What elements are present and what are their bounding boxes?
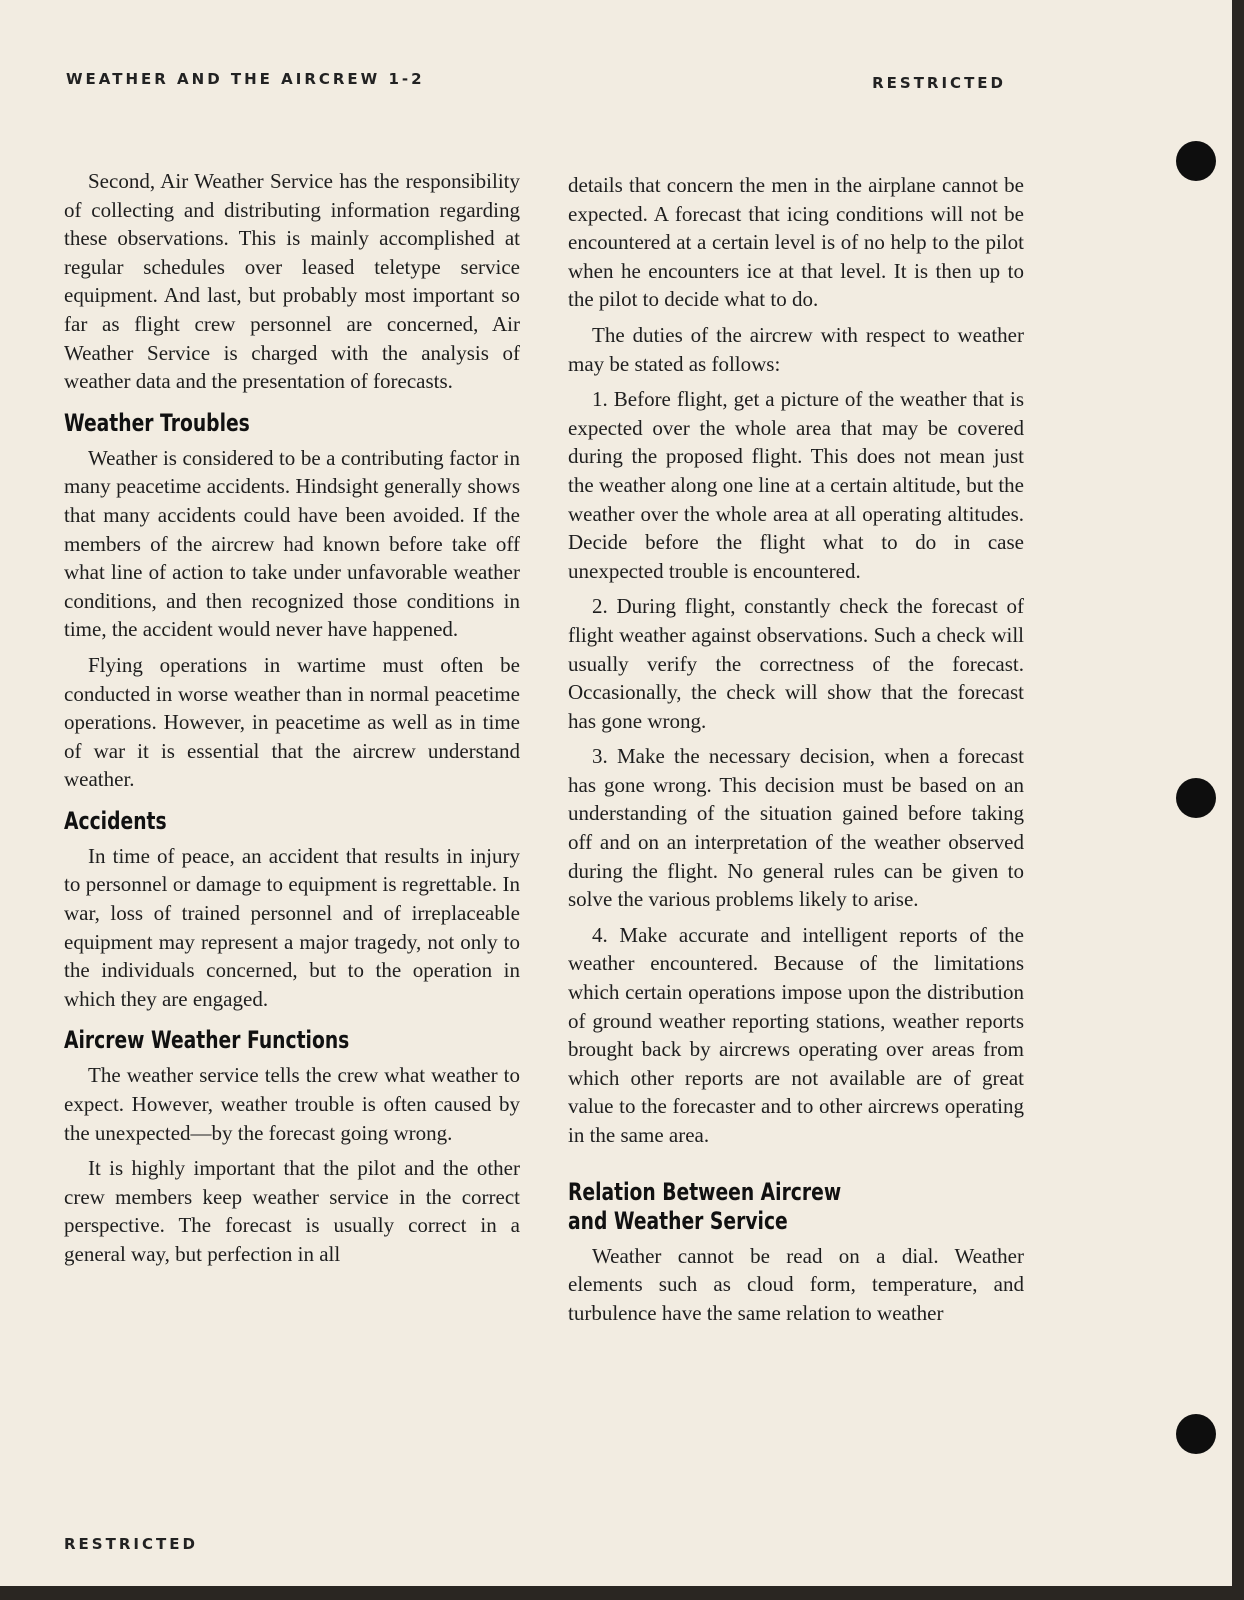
- binder-hole-middle: [1176, 778, 1216, 818]
- paragraph: The weather service tells the crew what weather to expect. However, weather trouble is often caused by the unexpected—by the forecast going wrong.: [64, 1063, 520, 1145]
- paragraph: It is highly important that the pilot and the other crew members keep weather service in the correct perspective. The forecast is usually correct in a general way, but perfection in all: [64, 1156, 520, 1266]
- binder-hole-top: [1176, 141, 1216, 181]
- paragraph: Weather is considered to be a contributing factor in many peacetime accidents. Hindsight generally shows that many accidents could have been avoided. If the members of the aircrew had known before take off what line of action to take under unfavorable weather conditions, and then recognized those conditions in time, the accident would never have happened.: [64, 445, 520, 642]
- paragraph: Second, Air Weather Service has the responsibility of collecting and distributing information regarding these observations. This is mainly accomplished at regular schedules over leased teletype service equipment. And last, but probably most important so far as flight crew personnel are concerned, Air Weather Service is charged with the analysis of weather data and the presentation of forecasts.: [64, 169, 520, 394]
- binder-hole-bottom: [1176, 1414, 1216, 1454]
- section-heading-relation: [568, 1178, 924, 1236]
- running-head-title: WEATHER AND THE AIRCREW 1-2: [66, 70, 425, 88]
- list-item-duty-3: 3. Make the necessary decision, when a forecast has gone wrong. This decision must be based on an understanding of the situation gained before taking off and on an interpretation of the weather observed during the flight. No general rules can be given to solve the various problems likely to arise.: [568, 744, 1024, 912]
- paragraph-continued: details that concern the men in the airplane cannot be expected. A forecast that icing conditions will not be encountered at a certain level is of no help to the pilot when he encounters ice at that level. It is then up to the pilot to decide what to do.: [568, 173, 1024, 312]
- paragraph: The duties of the aircrew with respect to weather may be stated as follows:: [568, 322, 1024, 376]
- section-heading-line: Relation Between Aircrew: [568, 1177, 842, 1206]
- list-item-duty-4: 4. Make accurate and intelligent reports of the weather encountered. Because of the limitations which certain operations impose upon the distribution of ground weather reporting stations, weather reports brought back by aircrews operating over areas from which other reports are not available are of great value to the forecaster and to other aircrews operating in the same area.: [568, 922, 1024, 1147]
- list-item-duty-1: 1. Before flight, get a picture of the weather that is expected over the whole area that may be covered during the proposed flight. This does not mean just the weather along one line at a certain altitude, but the weather over the whole area at all operating altitudes. Decide before the flight what to do in case unexpected trouble is encountered.: [568, 387, 1024, 583]
- paragraph: Flying operations in wartime must often be conducted in worse weather than in normal peacetime operations. However, in peacetime as well as in time of war it is essential that the aircrew understand weather.: [64, 652, 520, 792]
- section-heading-line: and Weather Service: [568, 1206, 788, 1235]
- running-head-classification: RESTRICTED: [872, 74, 1006, 92]
- left-column: [64, 167, 520, 1276]
- section-heading-accidents: Accidents: [64, 806, 167, 835]
- running-foot-classification: RESTRICTED: [64, 1535, 198, 1553]
- paragraph: Weather cannot be read on a dial. Weather elements such as cloud form, temperature, and turbulence have the same relation to weather: [568, 1243, 1024, 1325]
- right-column: [568, 171, 1024, 1334]
- list-item-duty-2: 2. During flight, constantly check the forecast of flight weather against observations. Such a check will usually verify the correctness of the forecast. Occasionally, the check will show that the forecast has gone wrong.: [568, 594, 1024, 733]
- section-heading-aircrew-weather-functions: Aircrew Weather Functions: [64, 1026, 350, 1055]
- paragraph: In time of peace, an accident that results in injury to personnel or damage to equipment is regrettable. In war, loss of trained personnel and of irreplaceable equipment may represent a major tragedy, not only to the individuals concerned, but to the operation in which they are engaged.: [64, 843, 520, 1011]
- section-heading-weather-troubles: Weather Troubles: [64, 408, 250, 437]
